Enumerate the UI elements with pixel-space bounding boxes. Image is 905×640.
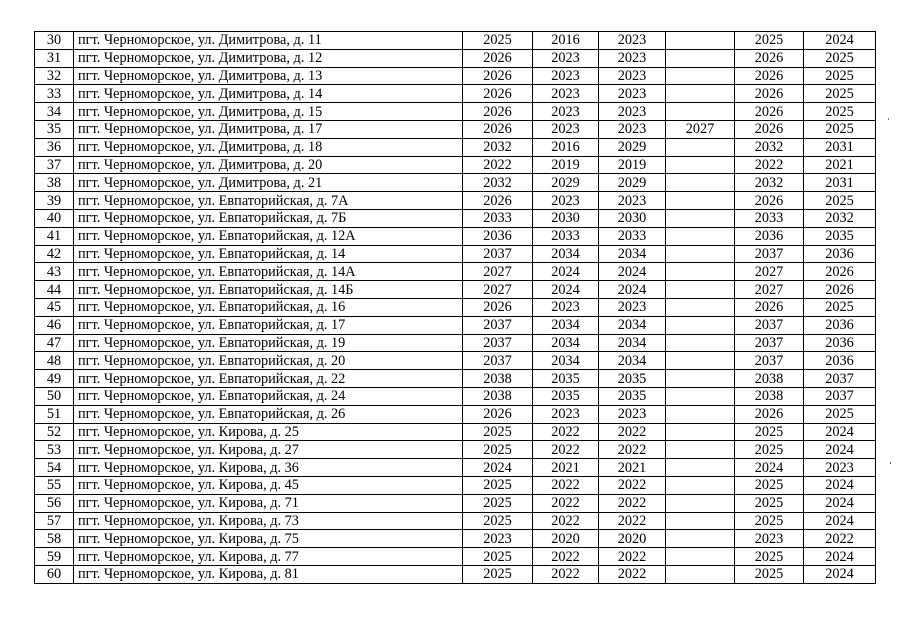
year-cell-4 bbox=[666, 49, 735, 67]
year-cell-4 bbox=[666, 512, 735, 530]
address-cell: пгт. Черноморское, ул. Димитрова, д. 20 bbox=[74, 156, 463, 174]
year-cell-5: 2037 bbox=[735, 245, 804, 263]
year-cell-2: 2023 bbox=[533, 49, 599, 67]
year-cell-3: 2034 bbox=[599, 245, 666, 263]
year-cell-4 bbox=[666, 530, 735, 548]
address-cell: пгт. Черноморское, ул. Димитрова, д. 15 bbox=[74, 103, 463, 121]
year-cell-1: 2026 bbox=[463, 49, 533, 67]
year-cell-3: 2023 bbox=[599, 103, 666, 121]
year-cell-4 bbox=[666, 138, 735, 156]
year-cell-1: 2038 bbox=[463, 387, 533, 405]
year-cell-1: 2023 bbox=[463, 530, 533, 548]
table-row bbox=[35, 316, 876, 334]
year-cell-5: 2025 bbox=[735, 548, 804, 566]
year-cell-1: 2025 bbox=[463, 494, 533, 512]
year-cell-5: 2026 bbox=[735, 103, 804, 121]
year-cell-4 bbox=[666, 32, 735, 50]
year-cell-5: 2026 bbox=[735, 120, 804, 138]
year-cell-1: 2032 bbox=[463, 138, 533, 156]
year-cell-4 bbox=[666, 316, 735, 334]
address-cell: пгт. Черноморское, ул. Евпаторийская, д. 14 bbox=[74, 245, 463, 263]
year-cell-6: 2037 bbox=[804, 370, 876, 388]
table-row bbox=[35, 85, 876, 103]
year-cell-2: 2023 bbox=[533, 85, 599, 103]
year-cell-3: 2023 bbox=[599, 192, 666, 210]
year-cell-3: 2023 bbox=[599, 405, 666, 423]
year-cell-4 bbox=[666, 334, 735, 352]
row-number-cell: 42 bbox=[35, 245, 74, 263]
year-cell-6: 2026 bbox=[804, 263, 876, 281]
year-cell-2: 2035 bbox=[533, 370, 599, 388]
year-cell-5: 2025 bbox=[735, 32, 804, 50]
address-cell: пгт. Черноморское, ул. Евпаторийская, д. 20 bbox=[74, 352, 463, 370]
year-cell-5: 2025 bbox=[735, 441, 804, 459]
row-number-cell: 58 bbox=[35, 530, 74, 548]
year-cell-1: 2025 bbox=[463, 441, 533, 459]
table-row bbox=[35, 459, 876, 477]
table-row bbox=[35, 174, 876, 192]
year-cell-3: 2023 bbox=[599, 85, 666, 103]
year-cell-2: 2023 bbox=[533, 120, 599, 138]
year-cell-5: 2026 bbox=[735, 405, 804, 423]
row-number-cell: 54 bbox=[35, 459, 74, 477]
year-cell-2: 2030 bbox=[533, 209, 599, 227]
table-row bbox=[35, 494, 876, 512]
year-cell-3: 2023 bbox=[599, 67, 666, 85]
year-cell-6: 2025 bbox=[804, 85, 876, 103]
year-cell-5: 2038 bbox=[735, 370, 804, 388]
year-cell-5: 2033 bbox=[735, 209, 804, 227]
row-number-cell: 51 bbox=[35, 405, 74, 423]
year-cell-5: 2026 bbox=[735, 85, 804, 103]
address-cell: пгт. Черноморское, ул. Евпаторийская, д. 19 bbox=[74, 334, 463, 352]
year-cell-1: 2026 bbox=[463, 405, 533, 423]
table-row bbox=[35, 281, 876, 299]
table-row bbox=[35, 387, 876, 405]
year-cell-4 bbox=[666, 387, 735, 405]
year-cell-5: 2025 bbox=[735, 565, 804, 583]
table-row bbox=[35, 423, 876, 441]
address-cell: пгт. Черноморское, ул. Кирова, д. 45 bbox=[74, 476, 463, 494]
year-cell-6: 2024 bbox=[804, 565, 876, 583]
year-cell-6: 2032 bbox=[804, 209, 876, 227]
year-cell-3: 2022 bbox=[599, 476, 666, 494]
year-cell-2: 2029 bbox=[533, 174, 599, 192]
table-row bbox=[35, 476, 876, 494]
year-cell-1: 2038 bbox=[463, 370, 533, 388]
year-cell-1: 2026 bbox=[463, 85, 533, 103]
table-row bbox=[35, 298, 876, 316]
year-cell-1: 2025 bbox=[463, 32, 533, 50]
row-number-cell: 32 bbox=[35, 67, 74, 85]
table-row bbox=[35, 227, 876, 245]
year-cell-3: 2024 bbox=[599, 281, 666, 299]
year-cell-5: 2025 bbox=[735, 423, 804, 441]
year-cell-6: 2025 bbox=[804, 67, 876, 85]
table-row bbox=[35, 405, 876, 423]
year-cell-4 bbox=[666, 352, 735, 370]
year-cell-2: 2022 bbox=[533, 423, 599, 441]
year-cell-1: 2026 bbox=[463, 103, 533, 121]
year-cell-3: 2034 bbox=[599, 352, 666, 370]
year-cell-6: 2036 bbox=[804, 245, 876, 263]
year-cell-6: 2037 bbox=[804, 387, 876, 405]
address-cell: пгт. Черноморское, ул. Кирова, д. 75 bbox=[74, 530, 463, 548]
year-cell-4 bbox=[666, 103, 735, 121]
year-cell-4 bbox=[666, 67, 735, 85]
year-cell-4 bbox=[666, 441, 735, 459]
year-cell-1: 2026 bbox=[463, 120, 533, 138]
year-cell-1: 2027 bbox=[463, 281, 533, 299]
address-cell: пгт. Черноморское, ул. Евпаторийская, д. 14Б bbox=[74, 281, 463, 299]
address-cell: пгт. Черноморское, ул. Евпаторийская, д. 7Б bbox=[74, 209, 463, 227]
table-row bbox=[35, 370, 876, 388]
address-cell: пгт. Черноморское, ул. Евпаторийская, д. 24 bbox=[74, 387, 463, 405]
address-cell: пгт. Черноморское, ул. Димитрова, д. 12 bbox=[74, 49, 463, 67]
table-row bbox=[35, 120, 876, 138]
row-number-cell: 60 bbox=[35, 565, 74, 583]
year-cell-1: 2026 bbox=[463, 67, 533, 85]
row-number-cell: 48 bbox=[35, 352, 74, 370]
year-cell-4 bbox=[666, 423, 735, 441]
year-cell-1: 2026 bbox=[463, 192, 533, 210]
table-row bbox=[35, 245, 876, 263]
address-cell: пгт. Черноморское, ул. Евпаторийская, д. 16 bbox=[74, 298, 463, 316]
year-cell-5: 2023 bbox=[735, 530, 804, 548]
year-cell-1: 2027 bbox=[463, 263, 533, 281]
year-cell-6: 2024 bbox=[804, 494, 876, 512]
year-cell-2: 2034 bbox=[533, 334, 599, 352]
address-cell: пгт. Черноморское, ул. Димитрова, д. 11 bbox=[74, 32, 463, 50]
year-cell-1: 2032 bbox=[463, 174, 533, 192]
year-cell-3: 2034 bbox=[599, 334, 666, 352]
row-number-cell: 36 bbox=[35, 138, 74, 156]
year-cell-1: 2022 bbox=[463, 156, 533, 174]
year-cell-1: 2025 bbox=[463, 476, 533, 494]
row-number-cell: 40 bbox=[35, 209, 74, 227]
year-cell-5: 2025 bbox=[735, 494, 804, 512]
year-cell-5: 2024 bbox=[735, 459, 804, 477]
year-cell-6: 2024 bbox=[804, 423, 876, 441]
address-cell: пгт. Черноморское, ул. Кирова, д. 27 bbox=[74, 441, 463, 459]
year-cell-5: 2032 bbox=[735, 138, 804, 156]
row-number-cell: 52 bbox=[35, 423, 74, 441]
address-cell: пгт. Черноморское, ул. Кирова, д. 36 bbox=[74, 459, 463, 477]
year-cell-1: 2037 bbox=[463, 316, 533, 334]
year-cell-4 bbox=[666, 281, 735, 299]
year-cell-2: 2019 bbox=[533, 156, 599, 174]
year-cell-2: 2023 bbox=[533, 103, 599, 121]
year-cell-1: 2026 bbox=[463, 298, 533, 316]
table-row bbox=[35, 49, 876, 67]
year-cell-6: 2025 bbox=[804, 192, 876, 210]
year-cell-2: 2022 bbox=[533, 548, 599, 566]
year-cell-1: 2037 bbox=[463, 334, 533, 352]
year-cell-4 bbox=[666, 209, 735, 227]
year-cell-5: 2027 bbox=[735, 281, 804, 299]
year-cell-1: 2037 bbox=[463, 245, 533, 263]
year-cell-3: 2023 bbox=[599, 49, 666, 67]
year-cell-6: 2026 bbox=[804, 281, 876, 299]
year-cell-5: 2037 bbox=[735, 352, 804, 370]
year-cell-5: 2026 bbox=[735, 192, 804, 210]
row-number-cell: 49 bbox=[35, 370, 74, 388]
year-cell-2: 2022 bbox=[533, 441, 599, 459]
year-cell-3: 2022 bbox=[599, 565, 666, 583]
year-cell-2: 2024 bbox=[533, 263, 599, 281]
address-cell: пгт. Черноморское, ул. Евпаторийская, д. 14А bbox=[74, 263, 463, 281]
year-cell-6: 2025 bbox=[804, 49, 876, 67]
year-cell-2: 2034 bbox=[533, 316, 599, 334]
year-cell-3: 2020 bbox=[599, 530, 666, 548]
year-cell-6: 2036 bbox=[804, 334, 876, 352]
row-number-cell: 59 bbox=[35, 548, 74, 566]
year-cell-4 bbox=[666, 565, 735, 583]
year-cell-3: 2033 bbox=[599, 227, 666, 245]
year-cell-3: 2023 bbox=[599, 120, 666, 138]
year-cell-6: 2036 bbox=[804, 316, 876, 334]
year-cell-1: 2025 bbox=[463, 548, 533, 566]
table-row bbox=[35, 192, 876, 210]
year-cell-4 bbox=[666, 405, 735, 423]
year-cell-3: 2023 bbox=[599, 298, 666, 316]
year-cell-5: 2036 bbox=[735, 227, 804, 245]
year-cell-1: 2033 bbox=[463, 209, 533, 227]
year-cell-1: 2025 bbox=[463, 512, 533, 530]
row-number-cell: 57 bbox=[35, 512, 74, 530]
year-cell-1: 2024 bbox=[463, 459, 533, 477]
year-cell-4 bbox=[666, 548, 735, 566]
year-cell-6: 2024 bbox=[804, 476, 876, 494]
year-cell-5: 2022 bbox=[735, 156, 804, 174]
address-cell: пгт. Черноморское, ул. Евпаторийская, д. 22 bbox=[74, 370, 463, 388]
table-row bbox=[35, 334, 876, 352]
year-cell-2: 2020 bbox=[533, 530, 599, 548]
year-cell-6: 2024 bbox=[804, 548, 876, 566]
table-row bbox=[35, 138, 876, 156]
year-cell-4 bbox=[666, 476, 735, 494]
row-number-cell: 35 bbox=[35, 120, 74, 138]
year-cell-2: 2016 bbox=[533, 138, 599, 156]
year-cell-2: 2021 bbox=[533, 459, 599, 477]
address-cell: пгт. Черноморское, ул. Димитрова, д. 18 bbox=[74, 138, 463, 156]
year-cell-5: 2026 bbox=[735, 67, 804, 85]
table-row bbox=[35, 352, 876, 370]
address-cell: пгт. Черноморское, ул. Евпаторийская, д. 17 bbox=[74, 316, 463, 334]
table-row bbox=[35, 67, 876, 85]
year-cell-6: 2025 bbox=[804, 103, 876, 121]
year-cell-6: 2022 bbox=[804, 530, 876, 548]
year-cell-4 bbox=[666, 263, 735, 281]
year-cell-4: 2027 bbox=[666, 120, 735, 138]
year-cell-5: 2026 bbox=[735, 298, 804, 316]
year-cell-3: 2034 bbox=[599, 316, 666, 334]
address-cell: пгт. Черноморское, ул. Димитрова, д. 13 bbox=[74, 67, 463, 85]
year-cell-5: 2037 bbox=[735, 316, 804, 334]
table-row bbox=[35, 263, 876, 281]
scan-speck bbox=[888, 118, 889, 120]
year-cell-4 bbox=[666, 370, 735, 388]
year-cell-3: 2022 bbox=[599, 441, 666, 459]
year-cell-3: 2022 bbox=[599, 512, 666, 530]
year-cell-2: 2022 bbox=[533, 512, 599, 530]
year-cell-6: 2025 bbox=[804, 120, 876, 138]
year-cell-3: 2019 bbox=[599, 156, 666, 174]
table-row bbox=[35, 512, 876, 530]
address-cell: пгт. Черноморское, ул. Евпаторийская, д. 26 bbox=[74, 405, 463, 423]
year-cell-3: 2035 bbox=[599, 387, 666, 405]
year-cell-3: 2024 bbox=[599, 263, 666, 281]
row-number-cell: 45 bbox=[35, 298, 74, 316]
year-cell-6: 2023 bbox=[804, 459, 876, 477]
table-row bbox=[35, 32, 876, 50]
year-cell-6: 2024 bbox=[804, 32, 876, 50]
year-cell-6: 2031 bbox=[804, 174, 876, 192]
year-cell-2: 2034 bbox=[533, 245, 599, 263]
year-cell-4 bbox=[666, 156, 735, 174]
address-cell: пгт. Черноморское, ул. Кирова, д. 25 bbox=[74, 423, 463, 441]
year-cell-2: 2034 bbox=[533, 352, 599, 370]
year-cell-3: 2029 bbox=[599, 174, 666, 192]
year-cell-1: 2025 bbox=[463, 423, 533, 441]
row-number-cell: 53 bbox=[35, 441, 74, 459]
row-number-cell: 50 bbox=[35, 387, 74, 405]
year-cell-2: 2023 bbox=[533, 192, 599, 210]
year-cell-5: 2037 bbox=[735, 334, 804, 352]
row-number-cell: 44 bbox=[35, 281, 74, 299]
year-cell-4 bbox=[666, 192, 735, 210]
year-cell-2: 2023 bbox=[533, 405, 599, 423]
row-number-cell: 41 bbox=[35, 227, 74, 245]
year-cell-5: 2026 bbox=[735, 49, 804, 67]
year-cell-6: 2036 bbox=[804, 352, 876, 370]
year-cell-1: 2036 bbox=[463, 227, 533, 245]
address-cell: пгт. Черноморское, ул. Кирова, д. 73 bbox=[74, 512, 463, 530]
year-cell-4 bbox=[666, 227, 735, 245]
row-number-cell: 56 bbox=[35, 494, 74, 512]
year-cell-3: 2029 bbox=[599, 138, 666, 156]
table-row bbox=[35, 530, 876, 548]
table-row bbox=[35, 209, 876, 227]
row-number-cell: 31 bbox=[35, 49, 74, 67]
year-cell-4 bbox=[666, 174, 735, 192]
address-cell: пгт. Черноморское, ул. Кирова, д. 71 bbox=[74, 494, 463, 512]
year-cell-5: 2025 bbox=[735, 512, 804, 530]
row-number-cell: 55 bbox=[35, 476, 74, 494]
year-cell-4 bbox=[666, 298, 735, 316]
year-cell-3: 2030 bbox=[599, 209, 666, 227]
year-cell-2: 2016 bbox=[533, 32, 599, 50]
year-cell-3: 2022 bbox=[599, 494, 666, 512]
table-row bbox=[35, 103, 876, 121]
housing-schedule-table bbox=[34, 31, 876, 584]
year-cell-3: 2035 bbox=[599, 370, 666, 388]
year-cell-6: 2025 bbox=[804, 298, 876, 316]
row-number-cell: 39 bbox=[35, 192, 74, 210]
scan-speck bbox=[890, 462, 891, 464]
year-cell-2: 2033 bbox=[533, 227, 599, 245]
row-number-cell: 47 bbox=[35, 334, 74, 352]
year-cell-3: 2022 bbox=[599, 423, 666, 441]
year-cell-3: 2021 bbox=[599, 459, 666, 477]
year-cell-2: 2023 bbox=[533, 67, 599, 85]
year-cell-3: 2022 bbox=[599, 548, 666, 566]
table-row bbox=[35, 441, 876, 459]
address-cell: пгт. Черноморское, ул. Димитрова, д. 14 bbox=[74, 85, 463, 103]
row-number-cell: 38 bbox=[35, 174, 74, 192]
address-cell: пгт. Черноморское, ул. Димитрова, д. 21 bbox=[74, 174, 463, 192]
row-number-cell: 33 bbox=[35, 85, 74, 103]
year-cell-1: 2025 bbox=[463, 565, 533, 583]
address-cell: пгт. Черноморское, ул. Кирова, д. 81 bbox=[74, 565, 463, 583]
year-cell-6: 2024 bbox=[804, 441, 876, 459]
year-cell-3: 2023 bbox=[599, 32, 666, 50]
row-number-cell: 30 bbox=[35, 32, 74, 50]
year-cell-2: 2022 bbox=[533, 476, 599, 494]
year-cell-5: 2032 bbox=[735, 174, 804, 192]
year-cell-2: 2022 bbox=[533, 565, 599, 583]
year-cell-6: 2024 bbox=[804, 512, 876, 530]
address-cell: пгт. Черноморское, ул. Кирова, д. 77 bbox=[74, 548, 463, 566]
year-cell-2: 2024 bbox=[533, 281, 599, 299]
year-cell-6: 2025 bbox=[804, 405, 876, 423]
year-cell-4 bbox=[666, 85, 735, 103]
table-row bbox=[35, 565, 876, 583]
year-cell-4 bbox=[666, 494, 735, 512]
year-cell-5: 2027 bbox=[735, 263, 804, 281]
address-cell: пгт. Черноморское, ул. Евпаторийская, д. 7А bbox=[74, 192, 463, 210]
row-number-cell: 34 bbox=[35, 103, 74, 121]
year-cell-2: 2022 bbox=[533, 494, 599, 512]
row-number-cell: 37 bbox=[35, 156, 74, 174]
year-cell-4 bbox=[666, 459, 735, 477]
year-cell-1: 2037 bbox=[463, 352, 533, 370]
year-cell-4 bbox=[666, 245, 735, 263]
year-cell-2: 2035 bbox=[533, 387, 599, 405]
row-number-cell: 43 bbox=[35, 263, 74, 281]
table-body bbox=[35, 32, 876, 584]
table-row bbox=[35, 156, 876, 174]
year-cell-5: 2038 bbox=[735, 387, 804, 405]
row-number-cell: 46 bbox=[35, 316, 74, 334]
year-cell-6: 2035 bbox=[804, 227, 876, 245]
table-row bbox=[35, 548, 876, 566]
year-cell-6: 2021 bbox=[804, 156, 876, 174]
address-cell: пгт. Черноморское, ул. Димитрова, д. 17 bbox=[74, 120, 463, 138]
year-cell-2: 2023 bbox=[533, 298, 599, 316]
year-cell-6: 2031 bbox=[804, 138, 876, 156]
address-cell: пгт. Черноморское, ул. Евпаторийская, д. 12А bbox=[74, 227, 463, 245]
year-cell-5: 2025 bbox=[735, 476, 804, 494]
